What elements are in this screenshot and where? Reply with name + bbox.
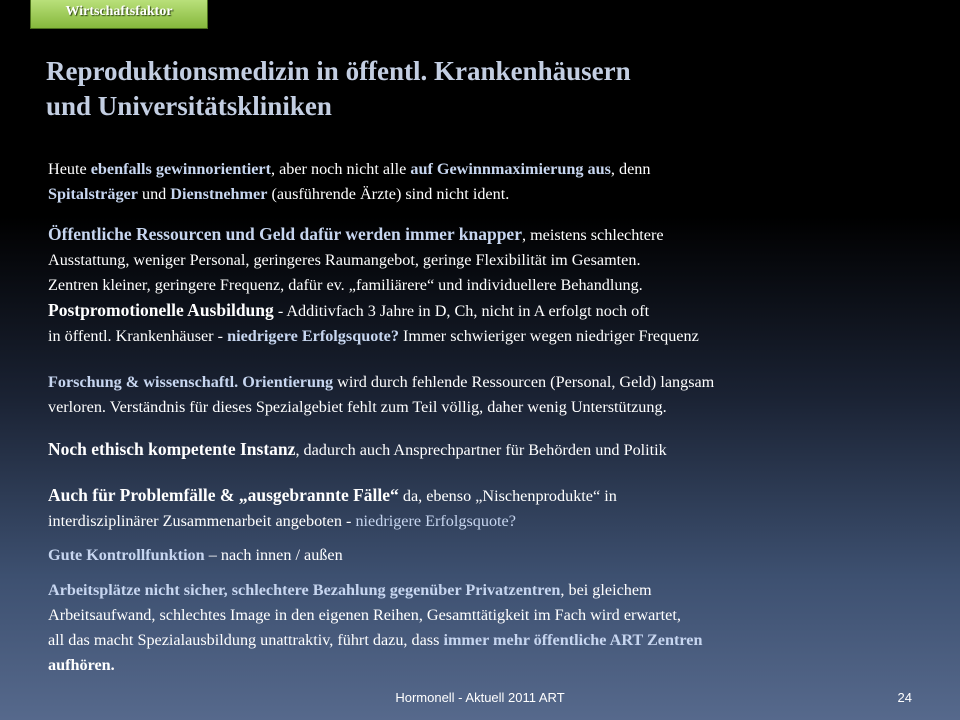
p6-text-b: – nach innen / außen (204, 546, 343, 564)
p1-bold-dienstnehmer: Dienstnehmer (170, 185, 268, 203)
p3-text-b: wird durch fehlende Ressourcen (Personal, Geld) langsam (333, 373, 715, 391)
title-line-1: Reproduktionsmedizin in öffentl. Krankenhäusern (46, 56, 631, 86)
p7-bold-art-zentren: immer mehr öffentliche ART Zentren (443, 631, 703, 649)
p2-bold-ressourcen: Öffentliche Ressourcen und Geld dafür werden immer knapper (48, 224, 522, 244)
p4-text-b: , dadurch auch Ansprechpartner für Behörden und Politik (295, 441, 667, 459)
p2-text-b: , meistens schlechtere (521, 226, 664, 244)
p2-text-d: - Additivfach 3 Jahre in D, Ch, nicht in A erfolgt noch oft (273, 302, 650, 320)
p1-text-e: , denn (610, 160, 651, 178)
p2-bold-erfolgsquote: niedrigere Erfolgsquote? (227, 327, 399, 345)
paragraph-1 (48, 157, 928, 207)
p5-erfolgsquote: niedrigere Erfolgsquote? (355, 512, 516, 530)
p5-text-b: da, ebenso „Nischenprodukte“ in (398, 487, 617, 505)
p7-text-c: all das macht Spezialausbildung unattraktiv, führt dazu, dass (48, 631, 444, 649)
paragraph-7 (48, 578, 928, 678)
p4-bold-instanz: Noch ethisch kompetente Instanz (48, 439, 296, 459)
p7-bold-arbeitsplaetze: Arbeitsplätze nicht sicher, schlechtere Bezahlung gegenüber Privatzentren (48, 581, 561, 599)
p2-bold-ausbildung: Postpromotionelle Ausbildung (48, 300, 274, 320)
p7-bold-aufhoeren: aufhören. (48, 656, 115, 674)
paragraph-5 (48, 483, 928, 534)
p1-text-i: (ausführende Ärzte) sind nicht ident. (267, 185, 510, 203)
p2-text-e: in öffentl. Krankenhäuser - (48, 327, 228, 345)
p1-text-g: und (137, 185, 171, 203)
slide-title (46, 54, 926, 124)
p7-line-2: Arbeitsaufwand, schlechtes Image in den eigenen Reihen, Gesamttätigkeit im Fach wird erwartet, (48, 606, 681, 624)
p1-bold-gewinnorientiert: ebenfalls gewinnorientiert (90, 160, 271, 178)
p2-line-3: Zentren kleiner, geringere Frequenz, dafür ev. „familiärere“ und individuellere Behandlung. (48, 276, 643, 294)
paragraph-4 (48, 437, 928, 463)
title-line-2: und Universitätskliniken (46, 91, 332, 121)
paragraph-3 (48, 370, 928, 420)
p1-text-c: , aber noch nicht alle (271, 160, 411, 178)
paragraph-2 (48, 222, 928, 349)
paragraph-6 (48, 543, 928, 568)
p1-text-a: Heute (48, 160, 91, 178)
p3-bold-forschung: Forschung & wissenschaftl. Orientierung (48, 373, 334, 391)
p1-bold-spitalstraeger: Spitalsträger (48, 185, 138, 203)
p6-bold-kontrollfunktion: Gute Kontrollfunktion (48, 546, 205, 564)
p3-line-2: verloren. Verständnis für dieses Spezialgebiet fehlt zum Teil völlig, daher wenig Unterstützung. (48, 398, 667, 416)
p1-bold-gewinnmaximierung: auf Gewinnmaximierung aus (410, 160, 611, 178)
p5-text-c: interdisziplinärer Zusammenarbeit angeboten - (48, 512, 356, 530)
p5-bold-problemfaelle: Auch für Problemfälle & „ausgebrannte Fälle“ (48, 485, 399, 505)
section-tab: Wirtschaftsfaktor (30, 0, 208, 29)
footer-text: Hormonell - Aktuell 2011 ART (395, 690, 565, 705)
page-number: 24 (897, 690, 912, 705)
p2-line-2: Ausstattung, weniger Personal, geringeres Raumangebot, geringe Flexibilität im Gesamten. (48, 251, 641, 269)
p7-text-b: , bei gleichem (560, 581, 652, 599)
p2-text-g: Immer schwieriger wegen niedriger Frequenz (398, 327, 699, 345)
